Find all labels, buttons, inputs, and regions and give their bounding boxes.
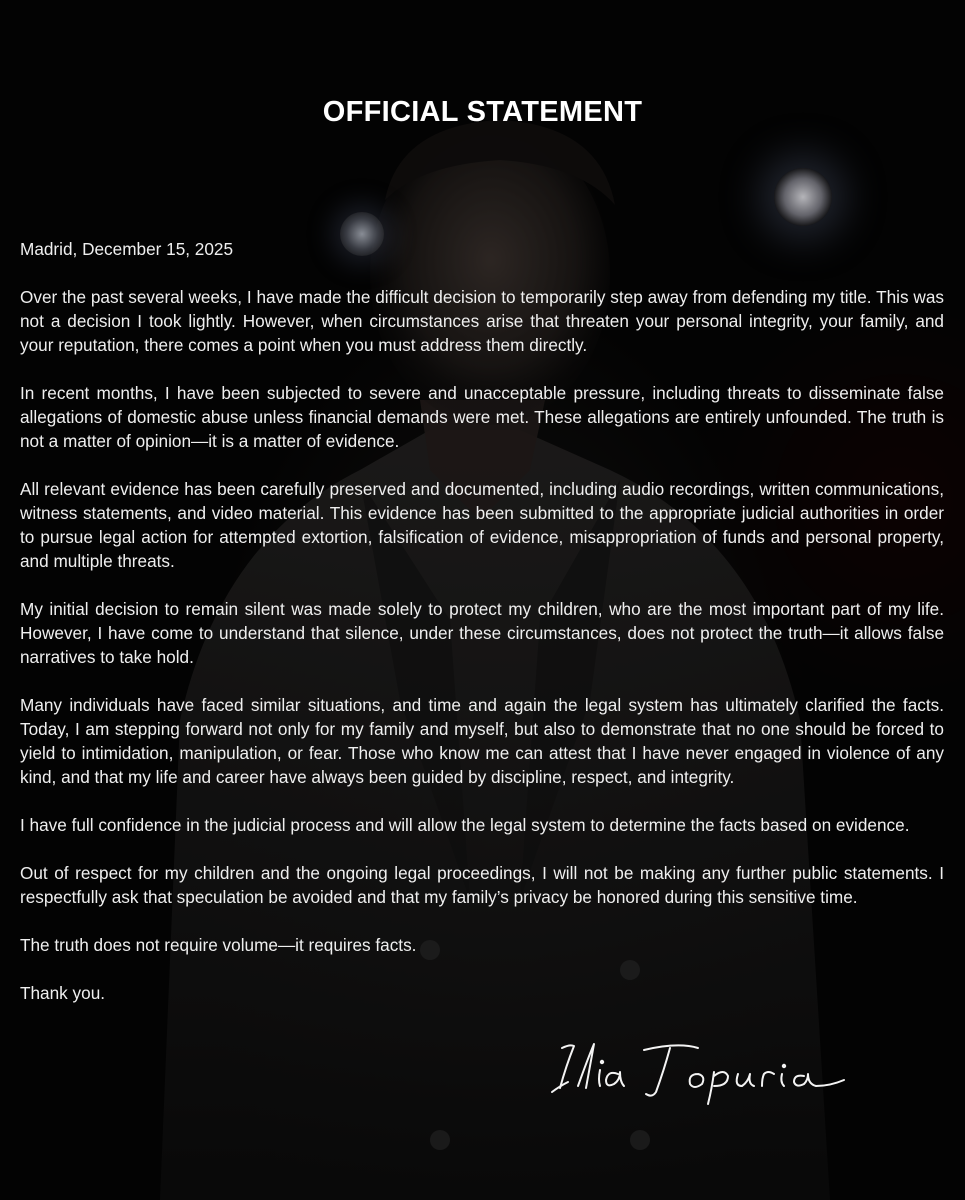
paragraph-2: In recent months, I have been subjected to severe and unacceptable pressure, including threats to disseminate false allegations of domestic abuse unless financial demands were met. These allegations are entirely unfounded. The truth is not a matter of opinion—it is a matter of evidence. [20, 383, 944, 451]
paragraph-4: My initial decision to remain silent was made solely to protect my children, who are the most important part of my life. However, I have come to understand that silence, under these circumstances, does not protect the truth—it allows false narratives to take hold. [20, 599, 944, 667]
light-orb-right [774, 168, 832, 226]
statement-title: OFFICIAL STATEMENT [322, 96, 643, 128]
sign-off: Thank you. [20, 983, 106, 1003]
handwritten-signature [548, 1036, 848, 1106]
paragraph-5: Many individuals have faced similar situations, and time and again the legal system has ultimately clarified the facts. Today, I am stepping forward not only for my family and myself, but also to demonstrate that no one should be forced to yield to intimidation, manipulation, or fear. Those who know me can attest that I have never engaged in violence of any kind, and that my life and career have always been guided by discipline, respect, and integrity. [20, 695, 944, 787]
paragraph-7: Out of respect for my children and the ongoing legal proceedings, I will not be making any further public statements. I respectfully ask that speculation be avoided and that my family’s privacy be honored during this sensitive time. [20, 863, 944, 907]
statement-body [20, 237, 944, 1029]
paragraph-6: I have full confidence in the judicial process and will allow the legal system to determine the facts based on evidence. [20, 815, 910, 835]
paragraph-3: All relevant evidence has been carefully preserved and documented, including audio recordings, written communications, witness statements, and video material. This evidence has been submitted to the appropriate judicial authorities in order to pursue legal action for attempted extortion, falsification of evidence, misappropriation of funds and personal property, and multiple threats. [20, 479, 944, 571]
paragraph-1: Over the past several weeks, I have made the difficult decision to temporarily step away from defending my title. This was not a decision I took lightly. However, when circumstances arise that threaten your personal integrity, your family, and your reputation, there comes a point when you must address them directly. [20, 287, 944, 355]
dateline: Madrid, December 15, 2025 [20, 239, 234, 259]
closing-line: The truth does not require volume—it requires facts. [20, 935, 417, 955]
